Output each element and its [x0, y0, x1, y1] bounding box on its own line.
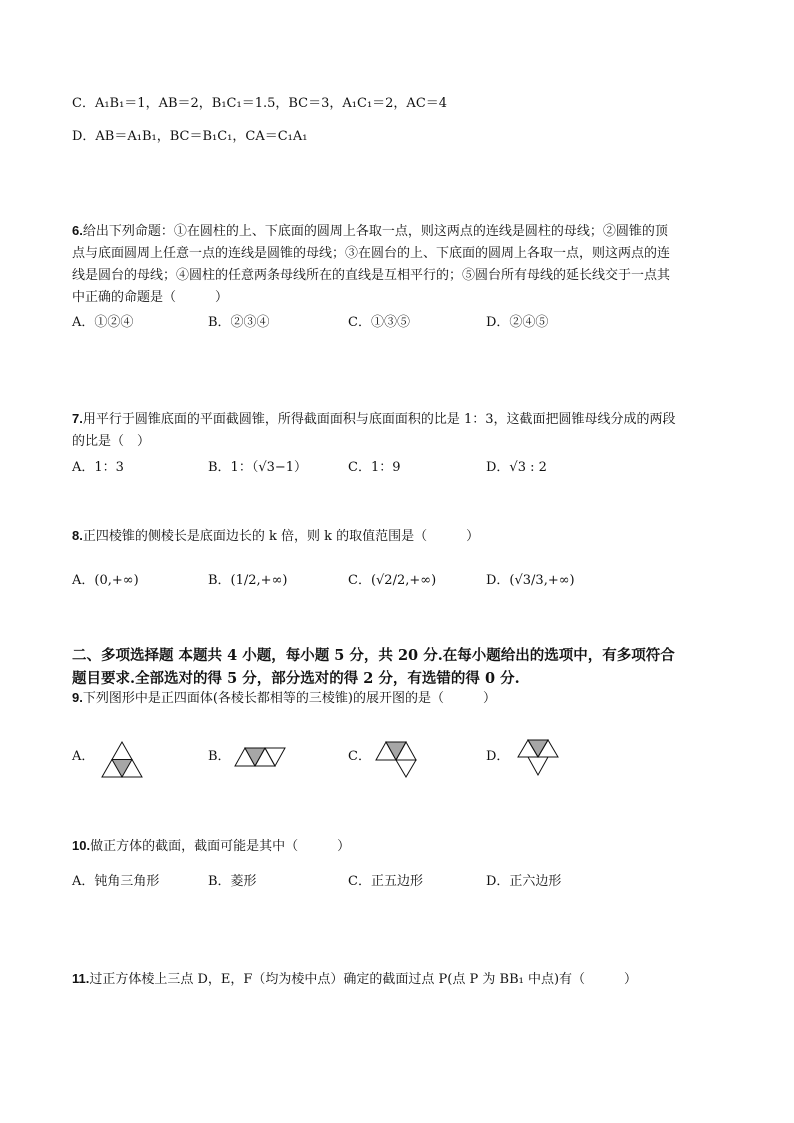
q5-option-d: D．AB＝A₁B₁，BC＝B₁C₁，CA＝C₁A₁ [72, 129, 308, 144]
q6-stem-line-4: 中正确的命题是（ ） [72, 290, 229, 305]
q7-option-d[interactable]: D．√3 : 2 [486, 460, 547, 475]
q9-stem-text: 下列图形中是正四面体(各棱长都相等的三棱锥)的展开图的是（ ） [82, 691, 496, 706]
q7-option-a[interactable]: A．1：3 [72, 460, 124, 475]
q11-stem [72, 969, 637, 990]
q6-option-b[interactable]: B．②③④ [208, 315, 270, 330]
q10-option-a[interactable]: A．钝角三角形 [72, 874, 160, 889]
q6-option-a[interactable]: A．①②④ [72, 315, 134, 330]
q9-label-c[interactable]: C． [348, 749, 371, 764]
q10-option-d[interactable]: D．正六边形 [486, 874, 562, 889]
q8-option-c[interactable]: C．(√2/2,+∞) [348, 573, 437, 588]
q10-stem [72, 836, 350, 857]
q8-option-a[interactable]: A．(0,+∞) [72, 573, 139, 588]
q7-stem-line-1: 用平行于圆锥底面的平面截圆锥，所得截面面积与底面面积的比是 1：3，这截面把圆锥母线分成的两段 [82, 412, 676, 427]
section-2-heading [72, 644, 732, 690]
q6-stem [72, 220, 722, 309]
q6-stem-line-1: 给出下列命题：①在圆柱的上、下底面的圆周上各取一点，则这两点的连线是圆柱的母线；②圆锥的顶 [82, 224, 668, 239]
q6-stem-line-2: 点与底面圆周上任意一点的连线是圆锥的母线；③在圆台的上、下底面的圆周上各取一点，则这两点的连 [72, 246, 671, 261]
q6-option-c[interactable]: C．①③⑤ [348, 315, 410, 330]
q8-option-b[interactable]: B．(1/2,+∞) [208, 573, 288, 588]
q9-net-a[interactable] [100, 740, 144, 780]
q10-stem-text: 做正方体的截面，截面可能是其中（ ） [90, 839, 351, 854]
q9-net-b[interactable] [234, 745, 288, 769]
q10-option-b[interactable]: B．菱形 [208, 874, 257, 889]
q7-stem [72, 408, 722, 453]
q9-stem [72, 688, 496, 709]
q8-number: 8. [72, 528, 83, 543]
q10-option-c[interactable]: C．正五边形 [348, 874, 423, 889]
q7-number: 7. [72, 411, 83, 426]
q10-number: 10. [72, 838, 91, 853]
section-2-heading-line-2: 题目要求.全部选对的得 5 分，部分选对的得 2 分，有选错的得 0 分. [72, 670, 520, 687]
q6-number: 6. [72, 223, 83, 238]
q9-label-a[interactable]: A． [72, 749, 95, 764]
q9-number: 9. [72, 690, 83, 705]
q9-label-d[interactable]: D． [486, 749, 510, 764]
q8-stem-text: 正四棱锥的侧棱长是底面边长的 k 倍，则 k 的取值范围是（ ） [82, 529, 480, 544]
q6-stem-line-3: 线是圆台的母线；④圆柱的任意两条母线所在的直线是互相平行的；⑤圆台所有母线的延长线交于一点其 [72, 268, 671, 283]
q9-net-d[interactable] [516, 738, 560, 778]
q6-option-d[interactable]: D．②④⑤ [486, 315, 549, 330]
q11-stem-text: 过正方体棱上三点 D，E，F（均为棱中点）确定的截面过点 P(点 P 为 BB₁ 中点)有（ ） [89, 972, 638, 987]
q8-stem [72, 526, 479, 547]
q8-option-d[interactable]: D．(√3/3,+∞) [486, 573, 575, 588]
q9-net-c[interactable] [374, 740, 418, 780]
section-2-heading-line-1: 二、多项选择题 本题共 4 小题，每小题 5 分，共 20 分.在每小题给出的选项中，有多项符合 [72, 647, 675, 664]
q7-option-c[interactable]: C．1：9 [348, 460, 401, 475]
q9-label-b[interactable]: B． [208, 749, 231, 764]
q7-option-b[interactable]: B．1：（√3−1） [208, 460, 308, 475]
q7-stem-line-2: 的比是（ ） [72, 434, 151, 449]
q11-number: 11. [72, 971, 90, 986]
q5-option-c: C．A₁B₁＝1，AB＝2，B₁C₁＝1.5，BC＝3，A₁C₁＝2，AC＝4 [72, 96, 448, 111]
